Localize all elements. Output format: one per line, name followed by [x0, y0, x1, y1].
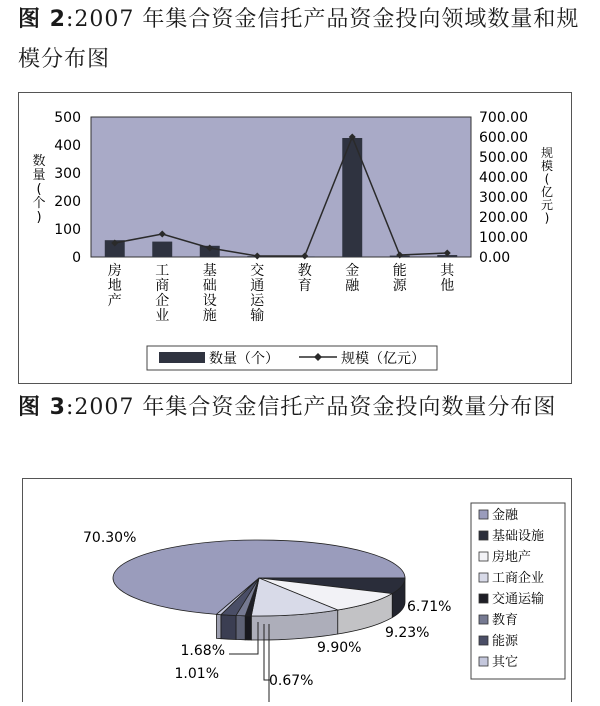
category-label-char: 通: [250, 278, 265, 294]
figure-3-title: :2007 年集合资金信托产品资金投向数量分布图: [65, 395, 557, 420]
pie-value-label: 1.01%: [174, 666, 219, 682]
legend-label: 工商企业: [492, 571, 545, 586]
category-label-char: 设: [202, 293, 217, 309]
pie-side: [217, 614, 221, 638]
pie-value-label: 9.23%: [385, 625, 430, 641]
pie-value-label: 6.71%: [407, 599, 452, 615]
category-label: [108, 262, 122, 309]
category-label: [440, 263, 455, 294]
category-label-char: 输: [250, 308, 265, 324]
y2-axis-label: [541, 145, 553, 225]
pie-value-label: 0.67%: [269, 673, 314, 689]
legend-label: 交通运输: [492, 592, 545, 607]
figure-2-chart-frame: [18, 92, 572, 384]
pie-chart: [23, 479, 571, 702]
legend-label: 能源: [492, 634, 519, 649]
y2-tick-label: 500.00: [479, 150, 528, 166]
legend-swatch: [479, 552, 488, 561]
legend-label: 金融: [492, 508, 519, 523]
y2-axis-label-char: 规: [540, 146, 554, 160]
category-label-char: 基: [202, 263, 217, 279]
category-label-char: 源: [392, 278, 407, 294]
category-label-char: 融: [345, 278, 360, 294]
category-label-char: 施: [202, 308, 217, 324]
y2-tick-label: 300.00: [479, 190, 528, 206]
y-axis-label-char: (: [36, 182, 42, 197]
category-label-char: 业: [155, 308, 170, 324]
category-label: [393, 262, 408, 294]
category-label-char: 能: [392, 263, 407, 279]
category-label: [203, 262, 217, 324]
y-axis-label-char: ): [36, 210, 42, 225]
legend-label: 基础设施: [492, 529, 545, 544]
y2-axis-label-char: 模: [540, 159, 554, 173]
pie-value-label: 70.30%: [83, 530, 137, 546]
category-label-char: 企: [155, 293, 170, 309]
pie-legend: [471, 503, 565, 679]
legend-swatch: [479, 594, 488, 603]
y2-axis-label-char: 元: [540, 198, 554, 212]
category-label-char: 地: [107, 278, 122, 294]
bar: [152, 242, 172, 257]
figure-2-title: :2007 年集合资金信托产品资金投向领域数量和规模分布图: [18, 7, 580, 72]
pie-side: [221, 615, 236, 640]
y2-axis-label-char: 亿: [540, 185, 554, 199]
pie-slices: [113, 540, 405, 616]
legend-label-line: 规模（亿元）: [341, 351, 425, 367]
category-label: [345, 263, 360, 294]
y-tick-label: 200: [54, 194, 81, 210]
figure-2-number: 图 2: [18, 7, 66, 32]
pie-side: [245, 616, 251, 640]
figure-3-caption: [18, 388, 588, 428]
legend-swatch: [479, 573, 488, 582]
y-axis-label-char: 个: [32, 196, 46, 211]
y-axis-label-char: 数: [32, 154, 46, 169]
category-label-char: 交: [250, 263, 265, 279]
y2-tick-label: 0.00: [479, 250, 511, 266]
legend: [147, 346, 437, 370]
category-label-char: 教: [297, 263, 312, 279]
legend-swatch: [479, 531, 488, 540]
legend-label-bars: 数量（个）: [209, 351, 279, 367]
figure-2-caption: [18, 0, 588, 80]
legend-swatch-bars: [159, 352, 205, 363]
category-label-char: 商: [155, 278, 170, 294]
y-tick-label: 0: [72, 250, 81, 266]
y-axis-label: [32, 153, 45, 225]
pie-value-label: 9.90%: [317, 640, 362, 656]
y2-axis-label-char: ): [544, 211, 550, 225]
y-axis-label-char: 量: [32, 168, 46, 183]
figure-3-chart-frame: [22, 478, 572, 702]
category-label-char: 础: [202, 278, 217, 294]
y-tick-label: 500: [54, 110, 81, 126]
category-label-char: 工: [155, 263, 170, 279]
category-label-char: 金: [345, 263, 360, 279]
category-label: [155, 263, 169, 324]
category-label-char: 产: [107, 293, 122, 309]
y2-tick-label: 100.00: [479, 230, 528, 246]
category-label-char: 育: [297, 278, 312, 294]
pie-value-label: 1.68%: [180, 643, 225, 659]
legend-swatch: [479, 636, 488, 645]
legend-swatch: [479, 510, 488, 519]
category-label: [298, 262, 312, 294]
combo-chart: [19, 93, 571, 383]
legend-swatch: [479, 657, 488, 666]
y2-tick-label: 200.00: [479, 210, 528, 226]
y2-tick-label: 600.00: [479, 130, 528, 146]
y-tick-label: 100: [54, 222, 81, 238]
category-label-char: 房: [107, 263, 122, 279]
category-label-char: 运: [250, 293, 265, 309]
category-label: [250, 263, 265, 324]
y2-tick-label: 400.00: [479, 170, 528, 186]
figure-3-number: 图 3: [18, 395, 66, 420]
legend-label: 其它: [492, 655, 519, 670]
category-label-char: 其: [440, 263, 455, 279]
y-tick-label: 300: [54, 166, 81, 182]
y2-axis-label-char: (: [544, 172, 550, 186]
legend-label: 房地产: [492, 550, 532, 565]
legend-swatch: [479, 615, 488, 624]
pie-side: [236, 616, 245, 640]
category-label-char: 他: [440, 278, 455, 294]
legend-label: 教育: [492, 613, 519, 628]
y-tick-label: 400: [54, 138, 81, 154]
y2-tick-label: 700.00: [479, 110, 528, 126]
